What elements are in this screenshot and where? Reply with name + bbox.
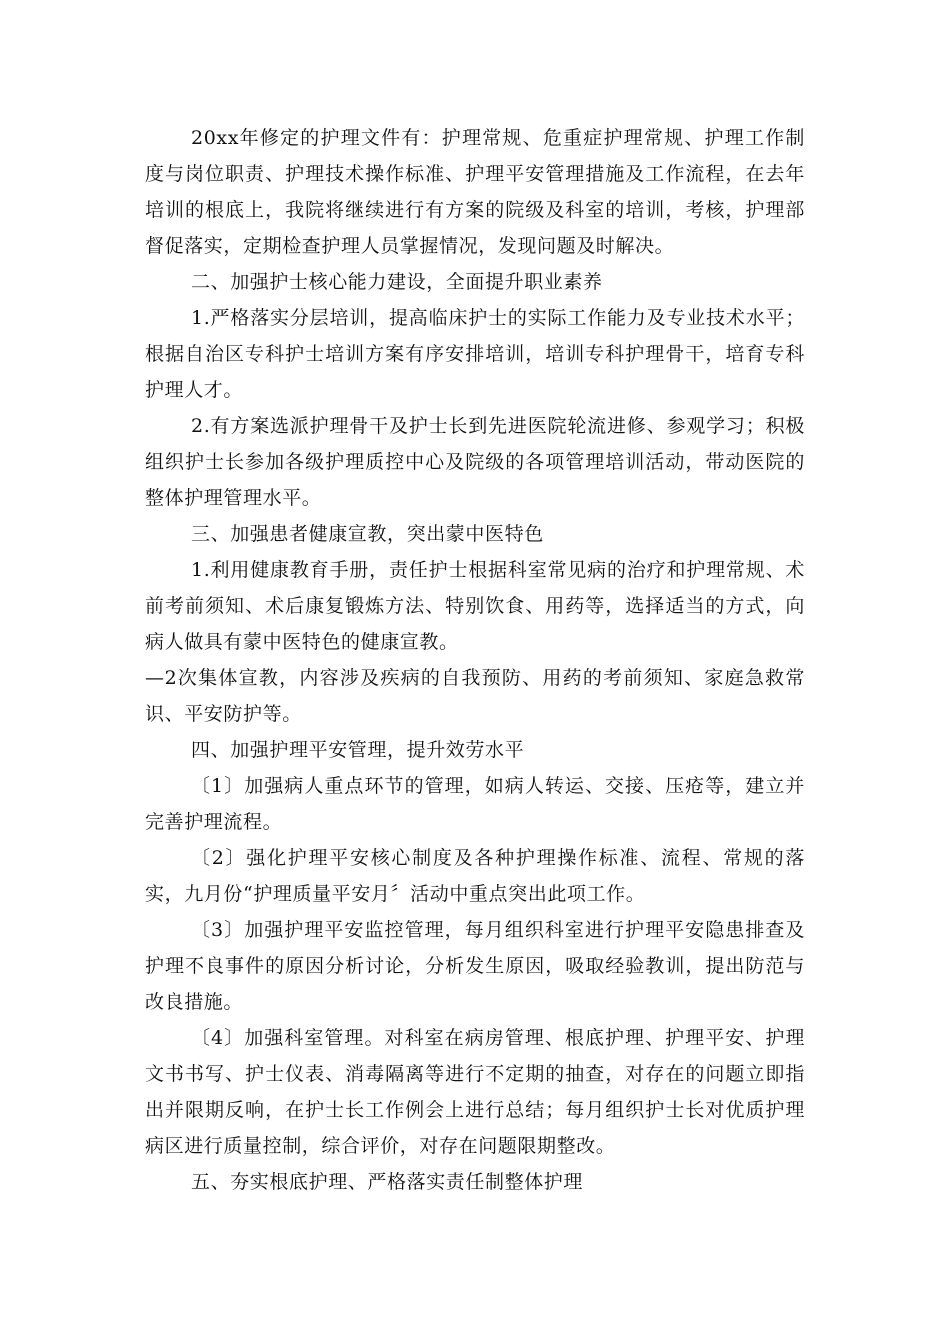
section-heading: 二、加强护士核心能力建设，全面提升职业素养 bbox=[191, 271, 603, 293]
paragraph: 1.严格落实分层培训，提高临床护士的实际工作能力及专业技术水平；根据自治区专科护士培训方案有序安排培训，培训专科护理骨干，培育专科护理人才。 bbox=[145, 307, 805, 401]
section-heading: 三、加强患者健康宣教，突出蒙中医特色 bbox=[191, 523, 544, 545]
paragraph: 20xx年修定的护理文件有：护理常规、危重症护理常规、护理工作制度与岗位职责、护理技术操作标准、护理平安管理措施及工作流程，在去年培训的根底上，我院将继续进行有方案的院级及科室的培训，考核，护理部督促落实，定期检查护理人员掌握情况，发现问题及时解决。 bbox=[145, 127, 805, 257]
section-heading: 五、夯实根底护理、严格落实责任制整体护理 bbox=[191, 1171, 584, 1193]
paragraph: 2.有方案选派护理骨干及护士长到先进医院轮流进修、参观学习；积极组织护士长参加各级护理质控中心及院级的各项管理培训活动，带动医院的整体护理管理水平。 bbox=[145, 415, 805, 509]
paragraph: —2次集体宣教，内容涉及疾病的自我预防、用药的考前须知、家庭急救常识、平安防护等。 bbox=[145, 667, 805, 725]
document-body bbox=[145, 120, 805, 1200]
section-heading: 四、加强护理平安管理，提升效劳水平 bbox=[191, 739, 525, 761]
paragraph: 1.利用健康教育手册，责任护士根据科室常见病的治疗和护理常规、术前考前须知、术后康复锻炼方法、特别饮食、用药等，选择适当的方式，向病人做具有蒙中医特色的健康宣教。 bbox=[145, 559, 805, 653]
paragraph: 〔4〕加强科室管理。对科室在病房管理、根底护理、护理平安、护理文书书写、护士仪表、消毒隔离等进行不定期的抽查，对存在的问题立即指出并限期反响，在护士长工作例会上进行总结；每月组织护士长对优质护理病区进行质量控制，综合评价，对存在问题限期整改。 bbox=[145, 1027, 805, 1157]
paragraph: 〔2〕强化护理平安核心制度及各种护理操作标准、流程、常规的落实，九月份“护理质量平安月〞活动中重点突出此项工作。 bbox=[145, 847, 805, 905]
paragraph: 〔1〕加强病人重点环节的管理，如病人转运、交接、压疮等，建立并完善护理流程。 bbox=[145, 775, 805, 833]
paragraph: 〔3〕加强护理平安监控管理，每月组织科室进行护理平安隐患排查及护理不良事件的原因分析讨论，分析发生原因，吸取经验教训，提出防范与改良措施。 bbox=[145, 919, 805, 1013]
